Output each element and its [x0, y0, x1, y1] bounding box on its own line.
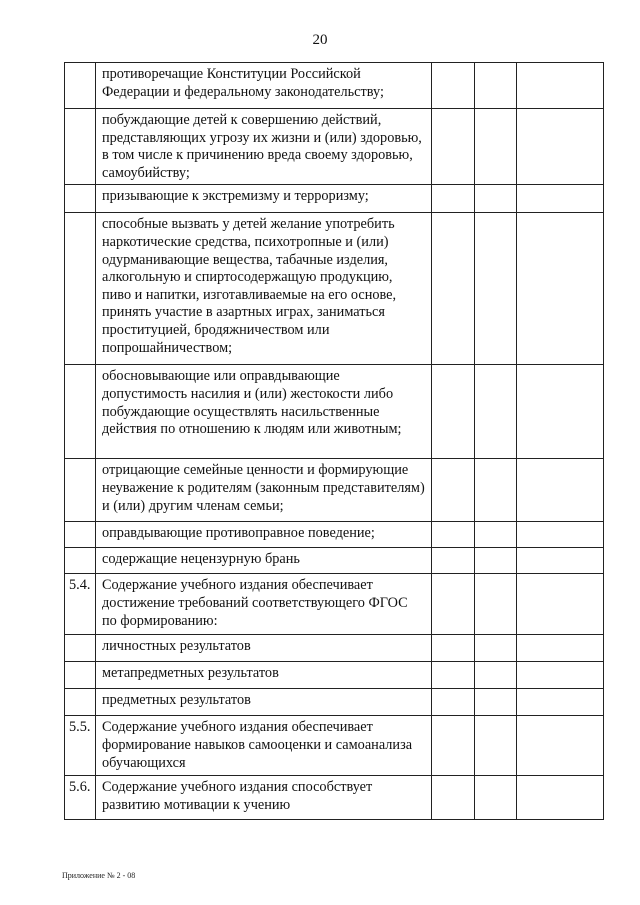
- notes-cell: [517, 689, 604, 716]
- row-text-cell: Содержание учебного издания обеспечивает формирование навыков самооценки и самоанализа обучающихся: [96, 716, 432, 776]
- answer-cell: [432, 716, 475, 776]
- row-number-cell: [65, 109, 96, 185]
- notes-cell: [517, 63, 604, 109]
- answer-cell: [432, 365, 475, 459]
- row-number-cell: [65, 185, 96, 213]
- answer-cell: [432, 213, 475, 365]
- answer-cell: [475, 109, 517, 185]
- row-number-cell: [65, 635, 96, 662]
- notes-cell: [517, 776, 604, 820]
- table-row: [65, 109, 604, 185]
- notes-cell: [517, 662, 604, 689]
- row-number-cell: [65, 213, 96, 365]
- answer-cell: [475, 635, 517, 662]
- table-row: [65, 574, 604, 635]
- table-row: [65, 365, 604, 459]
- row-text-cell: Содержание учебного издания способствует развитию мотивации к учению: [96, 776, 432, 820]
- answer-cell: [475, 459, 517, 522]
- answer-cell: [475, 574, 517, 635]
- row-number-cell: [65, 459, 96, 522]
- row-text-cell: способные вызвать у детей желание употребить наркотические средства, психотропные и (или) одурманивающие вещества, табачные изделия, алкогольную и спиртосодержащую продукцию, пиво и напитки, изготавливаемые на его основе, принять участие в азартных играх, заниматься проституцией, бродяжничеством или попрошайничеством;: [96, 213, 432, 365]
- answer-cell: [432, 109, 475, 185]
- answer-cell: [432, 185, 475, 213]
- row-text-cell: призывающие к экстремизму и терроризму;: [96, 185, 432, 213]
- table-row: [65, 776, 604, 820]
- notes-cell: [517, 459, 604, 522]
- answer-cell: [475, 63, 517, 109]
- criteria-table: [64, 62, 604, 820]
- answer-cell: [475, 776, 517, 820]
- answer-cell: [432, 63, 475, 109]
- row-number-cell: [65, 63, 96, 109]
- row-text-cell: отрицающие семейные ценности и формирующие неуважение к родителям (законным представителям) и (или) другим членам семьи;: [96, 459, 432, 522]
- table-row: [65, 63, 604, 109]
- table-row: [65, 522, 604, 548]
- answer-cell: [475, 716, 517, 776]
- row-number-cell: 5.4.: [65, 574, 96, 635]
- answer-cell: [432, 662, 475, 689]
- answer-cell: [475, 213, 517, 365]
- table-row: [65, 459, 604, 522]
- answer-cell: [475, 365, 517, 459]
- answer-cell: [475, 662, 517, 689]
- table-row: [65, 662, 604, 689]
- row-text-cell: содержащие нецензурную брань: [96, 548, 432, 574]
- row-number-cell: [65, 522, 96, 548]
- notes-cell: [517, 109, 604, 185]
- table-row: [65, 185, 604, 213]
- answer-cell: [432, 574, 475, 635]
- notes-cell: [517, 185, 604, 213]
- table-row: [65, 689, 604, 716]
- row-number-cell: 5.5.: [65, 716, 96, 776]
- row-number-cell: [65, 365, 96, 459]
- notes-cell: [517, 365, 604, 459]
- row-text-cell: метапредметных результатов: [96, 662, 432, 689]
- table-row: [65, 635, 604, 662]
- table-row: [65, 213, 604, 365]
- table-row: [65, 716, 604, 776]
- answer-cell: [432, 548, 475, 574]
- row-text-cell: оправдывающие противоправное поведение;: [96, 522, 432, 548]
- notes-cell: [517, 635, 604, 662]
- notes-cell: [517, 522, 604, 548]
- answer-cell: [432, 689, 475, 716]
- table-row: [65, 548, 604, 574]
- notes-cell: [517, 716, 604, 776]
- page-number: 20: [312, 32, 328, 48]
- row-number-cell: 5.6.: [65, 776, 96, 820]
- row-text-cell: Содержание учебного издания обеспечивает достижение требований соответствующего ФГОС по формированию:: [96, 574, 432, 635]
- answer-cell: [432, 776, 475, 820]
- notes-cell: [517, 213, 604, 365]
- row-text-cell: личностных результатов: [96, 635, 432, 662]
- footer-note: Приложение № 2 - 08: [62, 871, 136, 880]
- answer-cell: [432, 522, 475, 548]
- answer-cell: [475, 548, 517, 574]
- notes-cell: [517, 574, 604, 635]
- answer-cell: [432, 459, 475, 522]
- row-number-cell: [65, 548, 96, 574]
- row-text-cell: противоречащие Конституции Российской Федерации и федеральному законодательству;: [96, 63, 432, 109]
- answer-cell: [475, 522, 517, 548]
- answer-cell: [432, 635, 475, 662]
- answer-cell: [475, 185, 517, 213]
- row-text-cell: предметных результатов: [96, 689, 432, 716]
- row-number-cell: [65, 689, 96, 716]
- row-number-cell: [65, 662, 96, 689]
- row-text-cell: обосновывающие или оправдывающие допустимость насилия и (или) жестокости либо побуждающие осуществлять насильственные действия по отношению к людям или животным;: [96, 365, 432, 459]
- row-text-cell: побуждающие детей к совершению действий, представляющих угрозу их жизни и (или) здоровью, в том числе к причинению вреда своему здоровью, самоубийству;: [96, 109, 432, 185]
- answer-cell: [475, 689, 517, 716]
- notes-cell: [517, 548, 604, 574]
